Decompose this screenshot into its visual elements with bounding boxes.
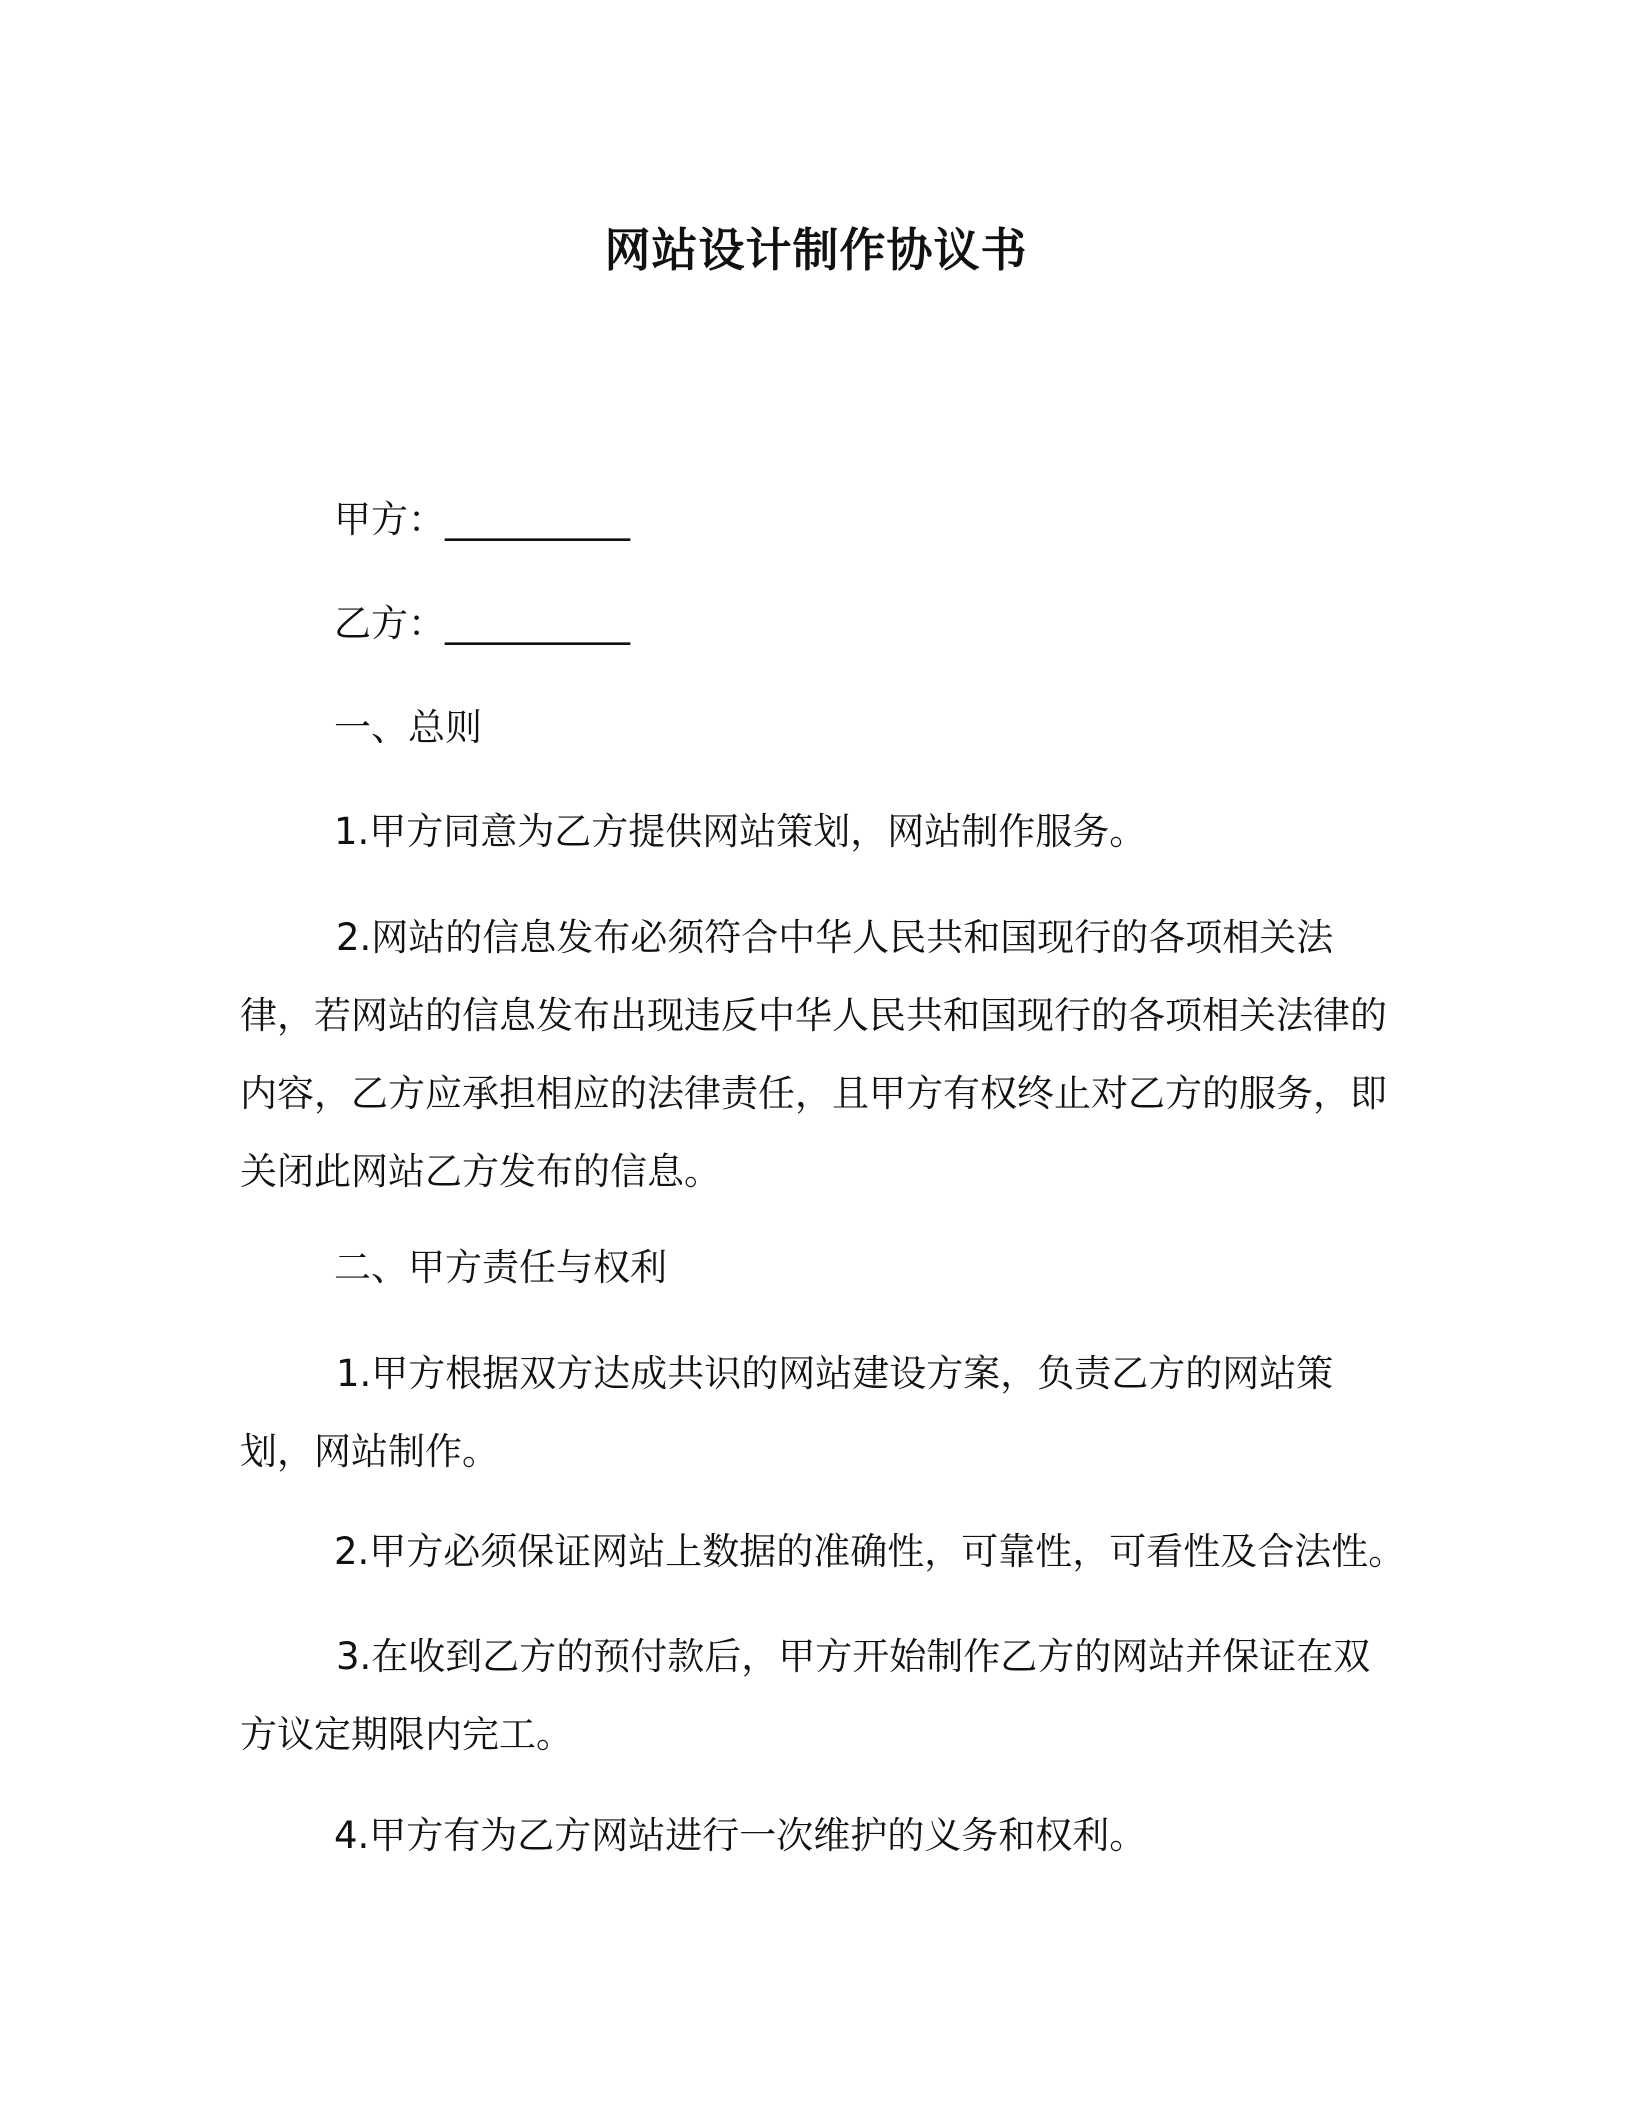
section-2-heading: 二、甲方责任与权利 <box>334 1246 667 1289</box>
section-2-item-4: 4.甲方有为乙方网站进行一次维护的义务和权利。 <box>334 1814 1147 1857</box>
section-2-item-3: 3.在收到乙方的预付款后，甲方开始制作乙方的网站并保证在双方议定期限内完工。 <box>240 1635 1371 1756</box>
party-a-line: 甲方：__________ <box>334 498 630 541</box>
page-title: 网站设计制作协议书 <box>604 223 1028 277</box>
section-2-item-2: 2.甲方必须保证网站上数据的准确性，可靠性，可看性及合法性。 <box>334 1530 1406 1573</box>
section-2-item-1: 1.甲方根据双方达成共识的网站建设方案，负责乙方的网站策划，网站制作。 <box>240 1352 1334 1473</box>
party-b-line: 乙方：__________ <box>334 602 630 645</box>
section-1-item-2: 2.网站的信息发布必须符合中华人民共和国现行的各项相关法律，若网站的信息发布出现违反中华人民共和国现行的各项相关法律的内容，乙方应承担相应的法律责任，且甲方有权终止对乙方的服务，即关闭此网站乙方发布的信息。 <box>240 916 1387 1193</box>
section-1-item-1: 1.甲方同意为乙方提供网站策划，网站制作服务。 <box>334 810 1147 853</box>
section-1-heading: 一、总则 <box>334 706 482 749</box>
